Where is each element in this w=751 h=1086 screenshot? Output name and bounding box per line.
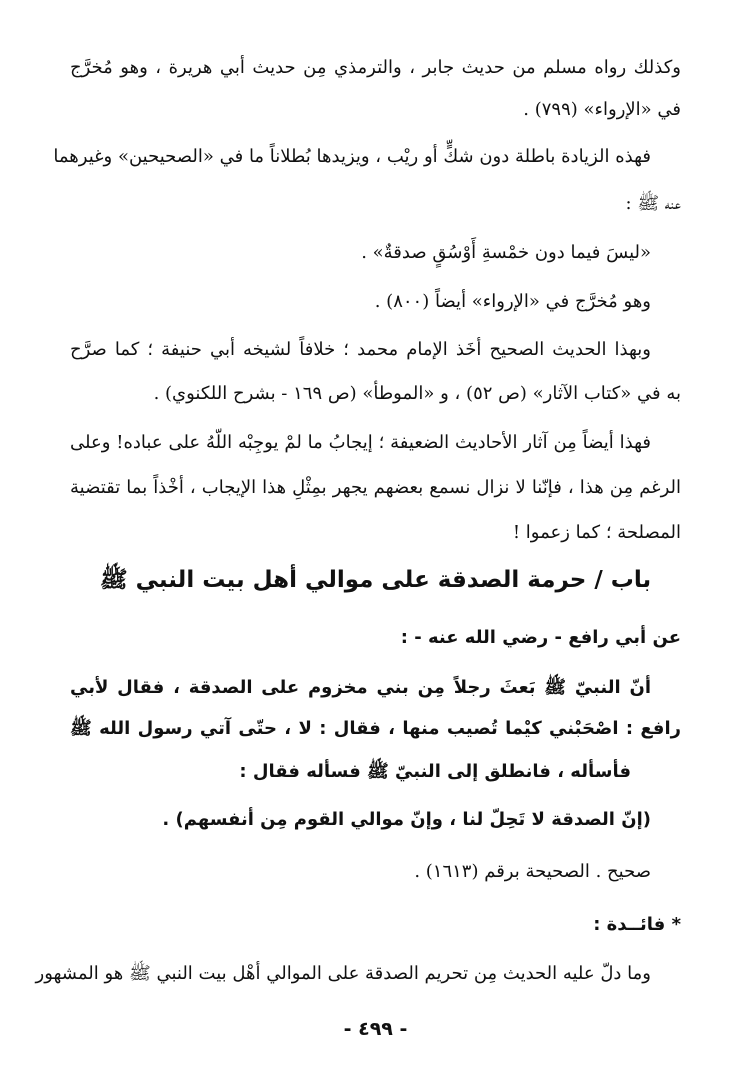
text-line: وبهذا الحديث الصحيح أخَذ الإمام محمد ؛ خلافاً لشيخه أبي حنيفة ؛ كما صرَّح bbox=[70, 339, 651, 360]
text-line: وكذلك رواه مسلم من حديث جابر ، والترمذي مِن حديث أبي هريرة ، وهو مُخرَّج bbox=[70, 57, 682, 78]
narrator-line: عن أبي رافع - رضي الله عنه - : bbox=[400, 627, 681, 648]
text-line: فهذه الزيادة باطلة دون شكٍّ أو ريْب ، ويزيدها بُطلاناً ما في «الصحيحين» وغيرهما bbox=[53, 146, 651, 167]
text-line: عنه ﷺ : bbox=[625, 193, 681, 214]
text-line: وهو مُخرَّج في «الإرواء» أيضاً (٨٠٠) . bbox=[374, 291, 651, 312]
page-number: - ٤٩٩ - bbox=[343, 1018, 408, 1040]
text-line: الرغم مِن هذا ، فإنّنا لا نزال نسمع بعضهم يجهر بمِثْلِ هذا الإيجاب ، أخْذاً بما تقتضية bbox=[70, 477, 681, 498]
hadith-line: أنّ النبيّ ﷺ بَعثَ رجلاً مِن بني مخزوم على الصدقة ، فقال لأبي bbox=[70, 677, 651, 698]
chapter-heading: باب / حرمة الصدقة على موالي أهل بيت النبي ﷺ bbox=[99, 567, 652, 593]
hadith-text: (إنّ الصدقة لا تَحِلّ لنا ، وإنّ موالي القوم مِن أنفسهم) . bbox=[162, 809, 651, 830]
text-line: به في «كتاب الآثار» (ص ٥٢) ، و «الموطأ» (ص ١٦٩ - بشرح اللكنوي) . bbox=[153, 383, 681, 404]
grading-line: صحيح . الصحيحة برقم (١٦١٣) . bbox=[414, 861, 651, 882]
benefit-heading: * فائــدة : bbox=[593, 914, 681, 935]
quote-line: «ليسَ فيما دون خمْسةِ أَوْسُقٍ صدقةٌ» . bbox=[361, 242, 651, 263]
hadith-line: رافع : اصْحَبْني كيْما تُصيب منها ، فقال : لا ، حتّى آتي رسول الله ﷺ bbox=[70, 718, 681, 739]
text-line: في «الإرواء» (٧٩٩) . bbox=[523, 99, 681, 120]
text-line: فهذا أيضاً مِن آثار الأحاديث الضعيفة ؛ إيجابُ ما لمْ يوجِبْه اللّهُ على عباده! وعلى bbox=[70, 432, 651, 453]
hadith-line: فأسأله ، فانطلق إلى النبيّ ﷺ فسأله فقال : bbox=[239, 761, 631, 782]
text-line: وما دلّ عليه الحديث مِن تحريم الصدقة على الموالي أهْل بيت النبي ﷺ هو المشهور bbox=[35, 963, 651, 984]
text-line: المصلحة ؛ كما زعموا ! bbox=[512, 522, 681, 543]
